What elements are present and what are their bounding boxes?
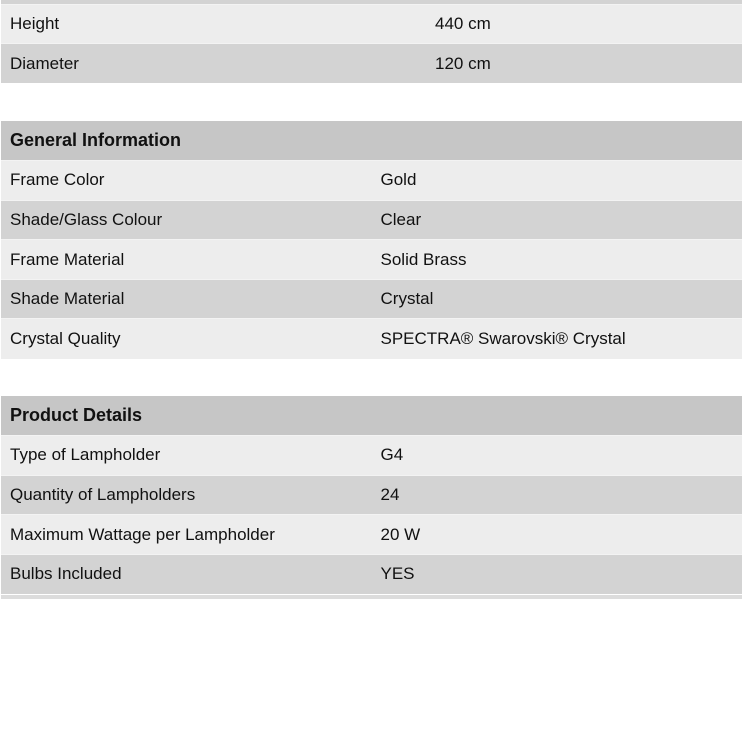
dimensions-table: [1, 0, 742, 83]
table-row: [1, 279, 742, 319]
spec-value-diameter: 120 cm: [426, 44, 742, 84]
table-row: [1, 515, 742, 555]
spec-value-frame-material: Solid Brass: [372, 240, 742, 280]
table-row: [1, 554, 742, 594]
spec-value-quantity-of-lampholders: 24: [372, 475, 742, 515]
table-row: [1, 44, 742, 84]
spec-label-diameter: Diameter: [1, 44, 426, 84]
spec-value-type-of-lampholder: G4: [372, 436, 742, 476]
product-details-table: [1, 396, 742, 594]
spec-label-bulbs-included: Bulbs Included: [1, 554, 372, 594]
spec-value-shade-glass-colour: Clear: [372, 200, 742, 240]
general-information-table: [1, 121, 742, 359]
spec-value-bulbs-included: YES: [372, 554, 742, 594]
spec-label-height: Height: [1, 4, 426, 44]
spec-value-height: 440 cm: [426, 4, 742, 44]
spec-label-shade-material: Shade Material: [1, 279, 372, 319]
spec-value-crystal-quality: SPECTRA® Swarovski® Crystal: [372, 319, 742, 359]
spec-value-maximum-wattage: 20 W: [372, 515, 742, 555]
section-header-row: [1, 121, 742, 161]
spec-label-frame-material: Frame Material: [1, 240, 372, 280]
spec-label-type-of-lampholder: Type of Lampholder: [1, 436, 372, 476]
section-title-general-information: General Information: [1, 121, 742, 161]
spec-label-crystal-quality: Crystal Quality: [1, 319, 372, 359]
spec-label-shade-glass-colour: Shade/Glass Colour: [1, 200, 372, 240]
table-bottom-divider: [1, 595, 742, 599]
table-row: [1, 436, 742, 476]
table-row: [1, 4, 742, 44]
table-row: [1, 475, 742, 515]
section-header-row: [1, 396, 742, 436]
spec-label-frame-color: Frame Color: [1, 161, 372, 201]
spec-label-quantity-of-lampholders: Quantity of Lampholders: [1, 475, 372, 515]
spec-value-frame-color: Gold: [372, 161, 742, 201]
table-row: [1, 200, 742, 240]
spec-value-shade-material: Crystal: [372, 279, 742, 319]
section-title-product-details: Product Details: [1, 396, 742, 436]
spec-label-maximum-wattage: Maximum Wattage per Lampholder: [1, 515, 372, 555]
table-row: [1, 319, 742, 359]
table-row: [1, 161, 742, 201]
table-row: [1, 240, 742, 280]
